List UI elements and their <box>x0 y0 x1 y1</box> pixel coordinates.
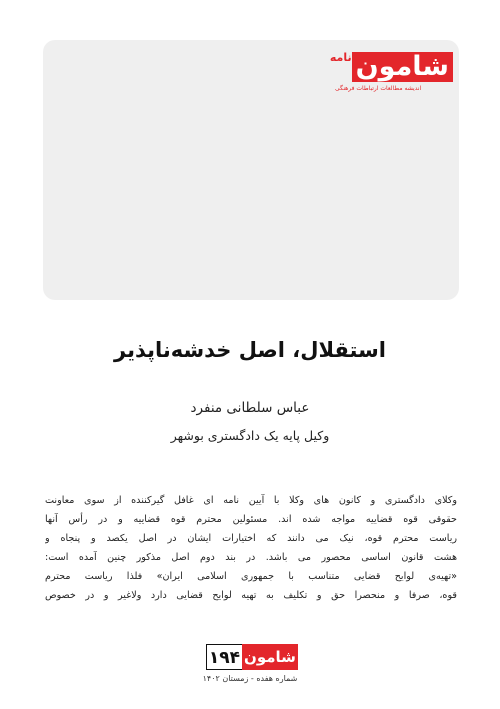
logo-brand-text: شامون <box>352 52 453 82</box>
page-number: ۱۹۴ <box>206 644 242 670</box>
author-role: وکیل پایه یک دادگستری بوشهر <box>170 428 330 443</box>
magazine-logo <box>329 51 453 102</box>
issue-info: شماره هفده - زمستان ۱۴۰۲ <box>202 674 298 683</box>
body-line: «تهیه‌ی لوایح قضایی متناسب با جمهوری اسلامی ایران» فلذا ریاست محترم <box>45 571 457 582</box>
body-line: هشت قانون اساسی محصور می باشد. در بند دوم اصل مذکور چنین آمده است: <box>45 552 457 563</box>
article-title: استقلال، اصل خدشه‌ناپذیر <box>114 338 386 362</box>
footer-brand-text: شامون <box>242 644 298 670</box>
logo-prefix: نامه <box>329 51 352 64</box>
body-line: قوه، صرفا و منحصرا حق و تکلیف به تهیه لوایح قضایی دارد ولاغیر و در خصوص <box>45 590 457 601</box>
author-name: عباس سلطانی منفرد <box>190 400 310 416</box>
cover-image-placeholder <box>43 40 459 300</box>
body-line: حقوقی قوه قضاییه مواجه شده اند. مسئولین محترم قوه قضاییه و در رأس آنها <box>45 514 457 525</box>
body-line: ریاست محترم قوه، نیک می دانند که اختیارات ایشان در اصل یکصد و پنجاه و <box>45 533 457 544</box>
footer-logo <box>206 644 298 670</box>
article-body <box>45 491 457 605</box>
body-line: وکلای دادگستری و کانون های وکلا با آیین نامه ای غافل گیرکننده از سوی معاونت <box>45 495 457 506</box>
logo-tagline: اندیشه مطالعات ارتباطات فرهنگی <box>335 85 422 92</box>
